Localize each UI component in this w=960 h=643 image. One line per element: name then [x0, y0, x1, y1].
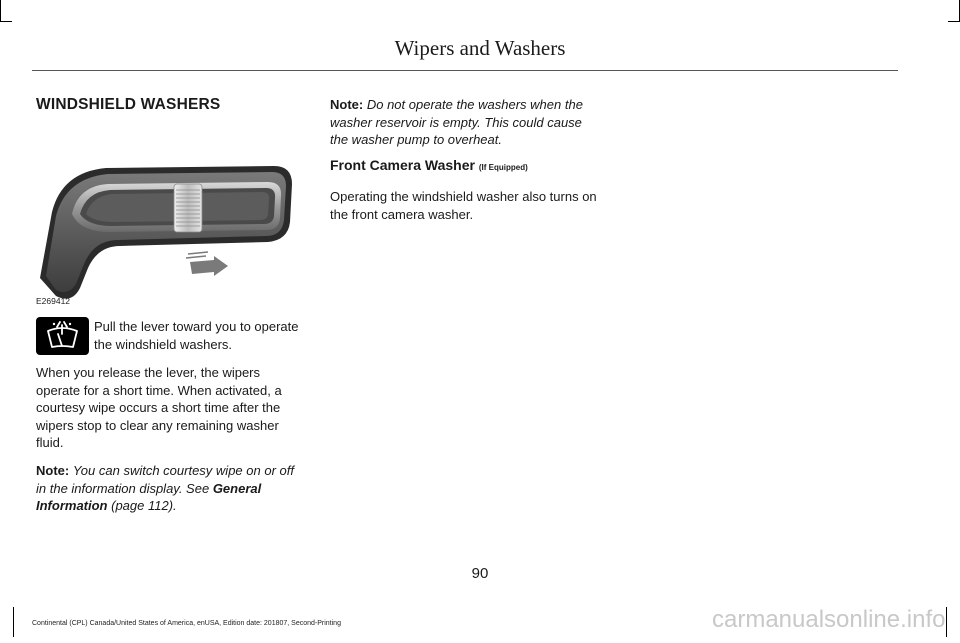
heading-text: Front Camera Washer: [330, 157, 475, 173]
page-number: 90: [471, 565, 489, 582]
general-information-link[interactable]: General Information: [36, 480, 262, 513]
heading-qualifier: (If Equipped): [478, 163, 528, 172]
paragraph-camera-washer: Operating the windshield washer also turns on the front camera washer.: [330, 189, 597, 222]
wiper-lever-illustration: [36, 158, 294, 310]
subsection-heading: [330, 157, 528, 173]
paragraph-courtesy-wipe: When you release the lever, the wipers operate for a short time. When activated, a courtesy wipe occurs a short time after the wipers stop to clear any remaining washer fluid.: [36, 365, 282, 450]
windshield-washer-icon-glyph: [36, 317, 89, 355]
note-label: Note:: [36, 463, 70, 478]
note-reservoir: [330, 96, 602, 149]
section-title: WINDSHIELD WASHERS: [36, 96, 221, 113]
pull-arrow: [186, 252, 228, 276]
note-text: Do not operate the washers when the washer reservoir is empty. This could cause the washer pump to overheat.: [330, 97, 583, 147]
instruction-text: Pull the lever toward you to operate the windshield washers.: [94, 319, 299, 352]
crop-mark: [948, 21, 960, 22]
note-courtesy-wipe: [36, 462, 304, 515]
footer-edition-text: Continental (CPL) Canada/United States of America, enUSA, Edition date: 201807, Second-Printing: [32, 620, 341, 627]
crop-mark: [0, 0, 1, 22]
note-text: You can switch courtesy wipe on or off in the information display. See: [36, 463, 294, 496]
header-divider: [32, 70, 898, 71]
crop-mark: [0, 21, 12, 22]
left-column: [36, 96, 304, 114]
page-header-title: Wipers and Washers: [394, 36, 566, 60]
crop-mark: [946, 607, 947, 637]
watermark: carmanualsonline.info: [712, 606, 946, 633]
windshield-washer-icon: [36, 317, 89, 355]
note-page-ref: (page 112).: [107, 498, 177, 513]
note-label: Note:: [330, 97, 364, 112]
crop-mark: [13, 607, 14, 637]
figure-id: E269412: [36, 296, 71, 306]
